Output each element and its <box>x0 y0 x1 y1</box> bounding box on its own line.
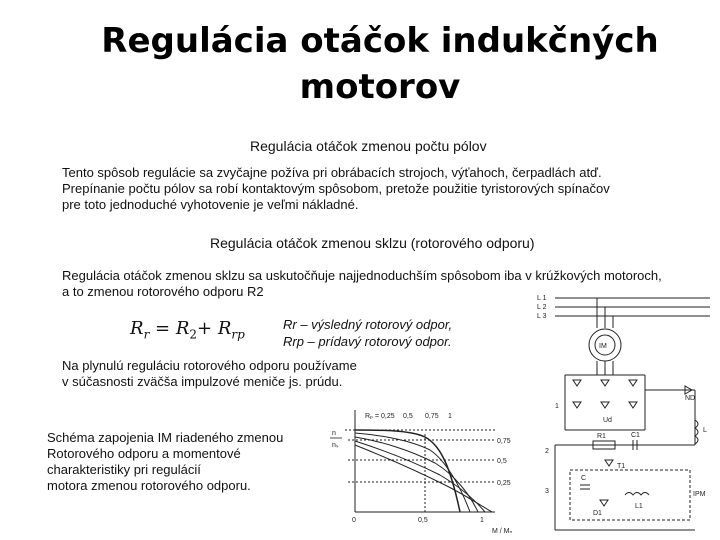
formula-equals: = <box>149 318 176 339</box>
diode-5-icon <box>601 402 609 408</box>
label-t1: T1 <box>617 463 626 470</box>
note-line-2: v súčasnosti zväčša impulzové meniče js. prúdu. <box>62 374 343 389</box>
formula-rrp: R <box>217 318 232 339</box>
formula-lhs: R <box>130 318 144 339</box>
circuit-schematic <box>535 290 715 535</box>
diode-1-icon <box>573 380 581 386</box>
legend-rrp: Rrp – prídavý rotorový odpor. <box>283 334 452 349</box>
label-l: L <box>703 427 707 434</box>
diode-4-icon <box>573 402 581 408</box>
section2-line-2: a to zmenou rotorového odporu R2 <box>62 284 264 299</box>
ipm-module-box <box>570 470 690 520</box>
label-nd: ND <box>685 395 696 402</box>
curve-rp-025 <box>355 433 470 512</box>
section1-heading: Regulácia otáčok zmenou počtu pólov <box>250 138 487 154</box>
graph-right-label-2: 0,5 <box>497 458 507 465</box>
label-d1: D1 <box>593 510 602 517</box>
label-c1: C1 <box>631 432 640 439</box>
section2-note <box>62 358 357 390</box>
legend-rr: Rr – výsledný rotorový odpor, <box>283 317 453 332</box>
diode-2-icon <box>601 380 609 386</box>
formula-r2: R <box>175 318 190 339</box>
caption-line-1: Schéma zapojenia IM riadeného zmenou <box>47 430 284 445</box>
section2-line-1: Regulácia otáčok zmenou sklzu sa uskutočňuje najjednoduchším spôsobom iba v krúžkových motoroch, <box>62 268 662 283</box>
graph-right-label-3: 0,25 <box>497 480 511 487</box>
title-line-1: Regulácia otáčok indukčných <box>101 21 659 61</box>
graph-bottom-label-3: 1 <box>480 517 484 524</box>
label-c: C <box>581 475 587 482</box>
label-node-1: 1 <box>555 403 559 410</box>
formula-plus: + <box>197 318 218 339</box>
formula-r2-sub: 2 <box>189 327 198 342</box>
graph-right-label-1: 0,75 <box>497 438 511 445</box>
title-line-2: motorov <box>299 67 461 107</box>
label-r1: R1 <box>597 433 606 440</box>
label-l1: L 1 <box>537 295 547 302</box>
label-motor: IM <box>599 343 607 350</box>
slide-title <box>100 18 660 110</box>
graph-y-label-n: n <box>332 430 336 437</box>
diode-3-icon <box>629 380 637 386</box>
label-node-3: 3 <box>545 488 549 495</box>
diode-6-icon <box>629 402 637 408</box>
graph-top-label-2: 0,5 <box>403 413 413 420</box>
curve-rp-1 <box>355 445 492 512</box>
label-ipm: IPM <box>693 491 706 498</box>
caption-line-4: motora zmenou rotorového odporu. <box>47 478 251 493</box>
label-l1-part: L1 <box>635 503 643 510</box>
figure-caption <box>47 430 283 494</box>
graph-top-label-1: Rₚ = 0,25 <box>365 413 395 420</box>
caption-line-3: charakteristiky pri regulácií <box>47 462 201 477</box>
label-l3: L 3 <box>537 313 547 320</box>
section1-body <box>62 165 610 213</box>
caption-line-2: Rotorového odporu a momentové <box>47 446 241 461</box>
inductor-l1-icon <box>625 493 649 496</box>
note-line-1: Na plynulú reguláciu rotorového odporu používame <box>62 358 357 373</box>
graph-top-label-4: 1 <box>448 413 452 420</box>
graph-bottom-label-2: 0,5 <box>418 517 428 524</box>
torque-characteristics-graph <box>320 405 525 535</box>
section1-line-3: pre toto jednoduché vyhotovenie je veľmi nákladné. <box>62 197 359 212</box>
label-l2: L 2 <box>537 304 547 311</box>
section1-line-1: Tento spôsob regulácie sa zvyčajne požíva pri obrábacích strojoch, výťahoch, čerpadlách atď. <box>62 165 602 180</box>
graph-top-label-3: 0,75 <box>425 413 439 420</box>
diode-d1-icon <box>600 500 608 506</box>
thyristor-t1-icon <box>605 460 613 466</box>
label-ud: Ud <box>603 417 612 424</box>
formula-legend <box>283 316 452 350</box>
curve-rp-05 <box>355 437 478 512</box>
rotor-resistance-formula <box>130 318 245 342</box>
graph-y-label-ns: nₛ <box>332 442 339 449</box>
label-node-2: 2 <box>545 448 549 455</box>
formula-lhs-sub: r <box>143 327 150 342</box>
graph-x-label: M / Mₙ <box>492 528 513 535</box>
section2-heading: Regulácia otáčok zmenou sklzu (rotorového odporu) <box>210 235 535 251</box>
section1-line-2: Prepínanie počtu pólov sa robí kontaktovým spôsobom, pretože použitie tyristorových spínačov <box>62 181 610 196</box>
formula-rrp-sub: rp <box>231 327 245 342</box>
graph-bottom-label-1: 0 <box>352 517 356 524</box>
curve-rp-0 <box>355 430 460 512</box>
